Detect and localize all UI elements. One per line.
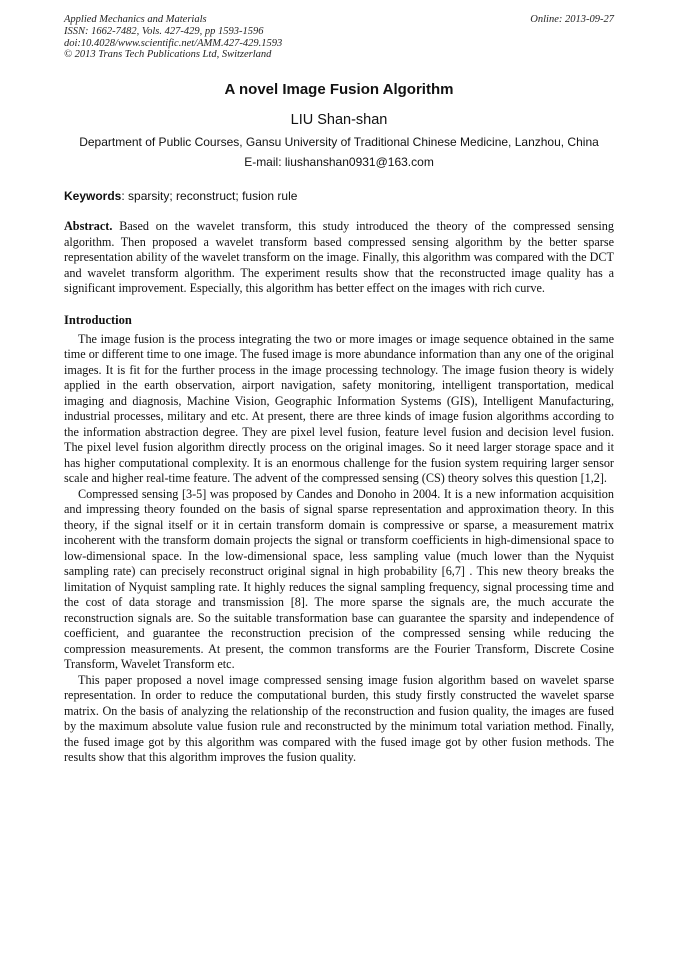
intro-paragraph: Compressed sensing [3-5] was proposed by Candes and Donoho in 2004. It is a new information acquisition and impressing theory founded on the basis of signal sparse representation and approximation theory. In this theory, if the signal itself or it in certain transform domain is compressive or sparse, a measurement matrix incoherent with the transform domain projects the signal or transform coefficients in high-dimensional space to low-dimensional space. In the low-dimensional space, less sampling value (much lower than the Nyquist sampling rate) can precisely reconstruct original signal in high probability [6,7] . This new theory breaks the limitation of Nyquist sampling rate. It highly reduces the signal sampling frequency, signal processing time and the cost of data storage and transmission [8]. The more sparse the signals are, the much accurate the reconstruction signals are. So the suitable transformation base can guarantee the sparsity and independence of coefficient, and guarantee the reconstruction precision of the compressed sensing while reducing the compression measurements. At present, the common transforms are the Fourier Transform, Discrete Cosine Transform, Wavelet Transform etc. [64, 486, 614, 672]
issn-line: ISSN: 1662-7482, Vols. 427-429, pp 1593-1596 [64, 25, 264, 37]
journal-name: Applied Mechanics and Materials [64, 14, 207, 25]
keywords-line [64, 189, 614, 203]
keywords-text: : sparsity; reconstruct; fusion rule [121, 189, 298, 204]
intro-paragraph: The image fusion is the process integrating the two or more images or image sequence obtained in the same time or different time to one image. The fused image is more abundance information than any one of the original images. It is fit for the further process in the image processing technology. The image fusion theory is widely applied in the earth observation, airport navigation, safety monitoring, intelligent transportation, medical imaging and diagnosis, Machine Vision, Geographic Information Systems (GIS), Intelligent Manufacturing, industrial processes, military and etc. At present, there are three kinds of image fusion algorithms according to the information abstraction degree. They are pixel level fusion, feature level fusion and decision level fusion. The pixel level fusion algorithm directly process on the original images. So it need larger storage space and it has higher computational complexity. It is an enormous challenge for the fusion system requiring larger sensor scale and higher real-time feature. The advent of the compressed sensing (CS) theory solves this question [1,2]. [64, 331, 614, 486]
introduction-body [64, 332, 614, 766]
copyright-line: © 2013 Trans Tech Publications Ltd, Switzerland [64, 49, 272, 61]
author-name: LIU Shan-shan [290, 112, 388, 129]
keywords-label: Keywords [64, 189, 122, 204]
online-date: Online: 2013-09-27 [530, 14, 614, 25]
doi-line: doi:10.4028/www.scientific.net/AMM.427-429.1593 [64, 37, 283, 49]
intro-paragraph: This paper proposed a novel image compressed sensing image fusion algorithm based on wavelet sparse representation. In order to reduce the computational burden, this study firstly constructed the wavelet sparse matrix. On the basis of analyzing the relationship of the reconstruction and fusion quality, the images are fused by the maximum absolute value fusion rule and reconstructed by the minimum total variation method. Finally, the fused image got by this algorithm was compared with the fused image got by other fusion methods. The results show that this algorithm improves the fusion quality. [64, 672, 614, 765]
abstract-label: Abstract. [64, 219, 113, 234]
author-email: E-mail: liushanshan0931@163.com [244, 155, 434, 170]
section-heading-introduction: Introduction [64, 312, 132, 327]
paper-title: A novel Image Fusion Algorithm [224, 81, 454, 99]
journal-header [64, 14, 614, 61]
paper-page [64, 14, 614, 766]
affiliation: Department of Public Courses, Gansu University of Traditional Chinese Medicine, Lanzhou, China [79, 135, 599, 150]
abstract-text: Based on the wavelet transform, this study introduced the theory of the compressed sensing algorithm. Then proposed a wavelet transform based compressed sensing algorithm by the better sparse representation ability of the wavelet transform on the image. Finally, this algorithm was compared with the DCT and wavelet transform algorithm. The experiment results show that the reconstructed image quality has a significant improvement. Especially, this algorithm has better effect on the images with rich curve. [64, 219, 614, 296]
abstract [64, 219, 614, 297]
